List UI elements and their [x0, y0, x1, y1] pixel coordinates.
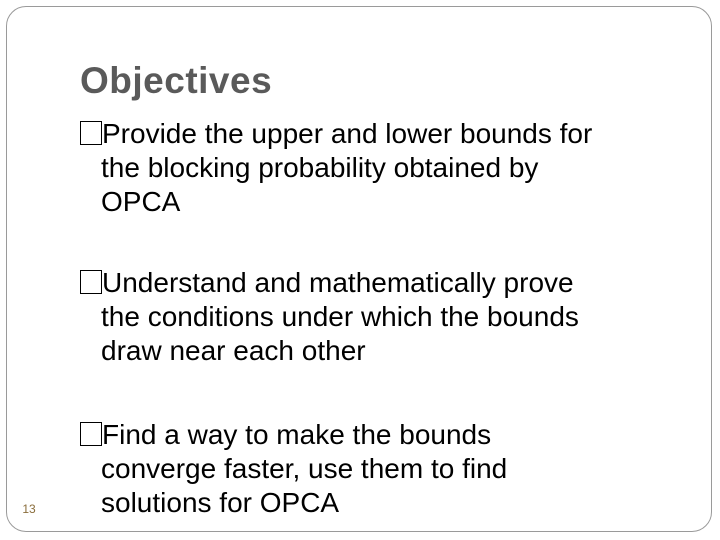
bullet-line	[80, 266, 690, 300]
bullet-box-icon	[80, 422, 102, 446]
bullet-line	[80, 418, 690, 452]
slide-title: Objectives	[80, 60, 273, 101]
bullet-line: solutions for OPCA	[101, 487, 340, 518]
bullet-box-icon	[80, 270, 102, 294]
bullet-text: Provide the upper and lower bounds for	[102, 118, 593, 149]
bullet-line: the conditions under which the bounds	[101, 301, 579, 332]
bullet-text: Understand and mathematically prove	[102, 267, 574, 298]
bullet-line: converge faster, use them to find	[101, 453, 508, 484]
bullet-line: the blocking probability obtained by	[101, 152, 539, 183]
bullet-item	[80, 117, 690, 219]
bullet-line	[80, 117, 690, 151]
bullet-item	[80, 266, 690, 368]
bullet-text: Find a way to make the bounds	[102, 419, 492, 450]
bullet-box-icon	[80, 121, 102, 145]
slide-number: 13	[22, 502, 36, 516]
bullet-line: OPCA	[101, 186, 181, 217]
bullet-item	[80, 418, 690, 520]
bullet-line: draw near each other	[101, 335, 366, 366]
